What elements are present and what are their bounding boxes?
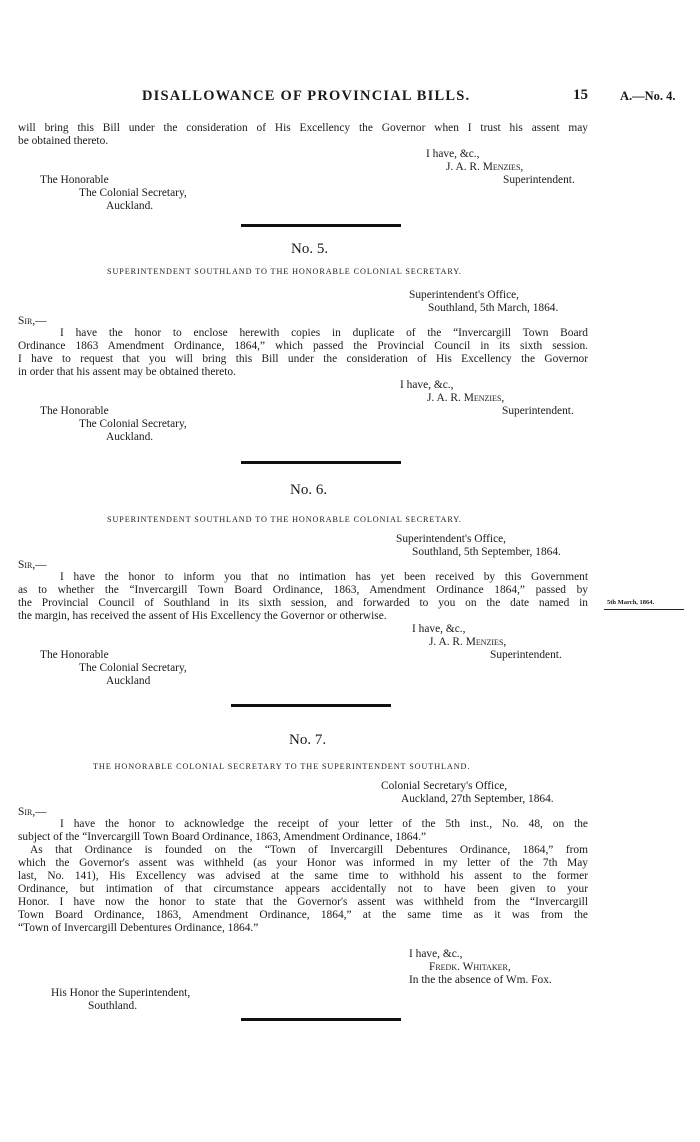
signatory: J. A. R. Menzies, [427, 392, 505, 404]
margin-rule [604, 609, 684, 610]
signatory: Fredk. Whitaker, [429, 961, 511, 973]
signatory: J. A. R. Menzies, [429, 636, 507, 648]
addressee-line: Auckland. [106, 200, 154, 212]
text-line: Honor. I have now the honor to state that the Governor's assent was withheld from the “Invercargill [18, 896, 588, 908]
document-heading: SUPERINTENDENT SOUTHLAND TO THE HONORABLE COLONIAL SECRETARY. [107, 515, 462, 524]
place-date: Southland, 5th March, 1864. [428, 302, 559, 314]
sender-office: Colonial Secretary's Office, [381, 780, 508, 792]
salutation: Sir,— [18, 315, 47, 327]
letter-body [18, 818, 588, 935]
continuation-paragraph [18, 122, 588, 148]
text-line: last, No. 141), His Excellency was advised at the same time to withhold his assent to the former [18, 870, 588, 882]
addressee-line: Auckland [106, 675, 151, 687]
text-line: I have to request that you will bring this Bill under the consideration of His Excellency the Governor [18, 353, 588, 365]
text-line: the margin, has received the assent of His Excellency the Governor or otherwise. [18, 610, 387, 622]
signatory-note: In the the absence of Wm. Fox. [409, 974, 552, 986]
sender-office: Superintendent's Office, [409, 289, 520, 301]
salutation: Sir,— [18, 806, 47, 818]
letter-body [18, 571, 588, 623]
addressee-line: The Colonial Secretary, [79, 418, 187, 430]
text-line: Town Board Ordinance, 1863, Amendment Ordinance, 1864,” at the same time as it was from the [18, 909, 588, 921]
sender-office: Superintendent's Office, [396, 533, 507, 545]
section-divider [241, 1018, 401, 1021]
document-heading: THE HONORABLE COLONIAL SECRETARY TO THE SUPERINTENDENT SOUTHLAND. [93, 762, 471, 771]
closing: I have, &c., [400, 379, 454, 391]
closing: I have, &c., [426, 148, 480, 160]
addressee-line: The Colonial Secretary, [79, 187, 187, 199]
addressee-line: The Honorable [40, 174, 109, 186]
section-divider [231, 704, 391, 707]
closing: I have, &c., [412, 623, 466, 635]
text-line: be obtained thereto. [18, 135, 109, 147]
text-line: I have the honor to acknowledge the receipt of your letter of the 5th inst., No. 48, on the [60, 818, 588, 830]
section-divider [241, 461, 401, 464]
text-line: As that Ordinance is founded on the “Town of Invercargill Debentures Ordinance, 1864,” from [30, 844, 588, 856]
text-line: subject of the “Invercargill Town Board Ordinance, 1863, Amendment Ordinance, 1864.” [18, 831, 427, 843]
text-line: “Town of Invercargill Debentures Ordinance, 1864.” [18, 922, 259, 934]
section-divider [241, 224, 401, 227]
addressee-line: The Honorable [40, 649, 109, 661]
addressee-line: The Colonial Secretary, [79, 662, 187, 674]
addressee-line: His Honor the Superintendent, [51, 987, 191, 999]
text-line: as to whether the “Invercargill Town Board Ordinance, 1863, Amendment Ordinance 1864,” passed by [18, 584, 588, 596]
addressee-line: Auckland. [106, 431, 154, 443]
letter-body [18, 327, 588, 379]
document-number: No. 5. [291, 241, 329, 257]
text-line: which the Governor's assent was withheld (as your Honor was informed in my letter of the 7th May [18, 857, 588, 869]
text-line: Ordinance, but intimation of that circumstance appears accidentally not to have been given to your [18, 883, 588, 895]
closing: I have, &c., [409, 948, 463, 960]
text-line: Ordinance 1863 Amendment Ordinance, 1864,” which passed the Provincial Council in its sixth session. [18, 340, 588, 352]
text-line: the Provincial Council of Southland in its sixth session, and forwarded to you on the date named in [18, 597, 588, 609]
text-line: will bring this Bill under the consideration of His Excellency the Governor when I trust his assent may [18, 122, 588, 134]
signatory-title: Superintendent. [503, 174, 575, 186]
signatory-title: Superintendent. [490, 649, 562, 661]
signatory-title: Superintendent. [502, 405, 574, 417]
place-date: Southland, 5th September, 1864. [412, 546, 561, 558]
page-number: 15 [573, 87, 588, 103]
signatory: J. A. R. Menzies, [446, 161, 524, 173]
addressee-line: Southland. [88, 1000, 138, 1012]
document-number: No. 7. [289, 732, 327, 748]
text-line: I have the honor to enclose herewith copies in duplicate of the “Invercargill Town Board [60, 327, 588, 339]
place-date: Auckland, 27th September, 1864. [401, 793, 554, 805]
addressee-line: The Honorable [40, 405, 109, 417]
paper-reference: A.—No. 4. [620, 89, 676, 103]
text-line: I have the honor to inform you that no intimation has yet been received by this Government [60, 571, 588, 583]
page-title: DISALLOWANCE OF PROVINCIAL BILLS. [142, 88, 471, 104]
document-number: No. 6. [290, 482, 328, 498]
document-heading: SUPERINTENDENT SOUTHLAND TO THE HONORABLE COLONIAL SECRETARY. [107, 267, 462, 276]
text-line: in order that his assent may be obtained thereto. [18, 366, 236, 378]
salutation: Sir,— [18, 559, 47, 571]
margin-note: 5th March, 1864. [607, 599, 655, 606]
